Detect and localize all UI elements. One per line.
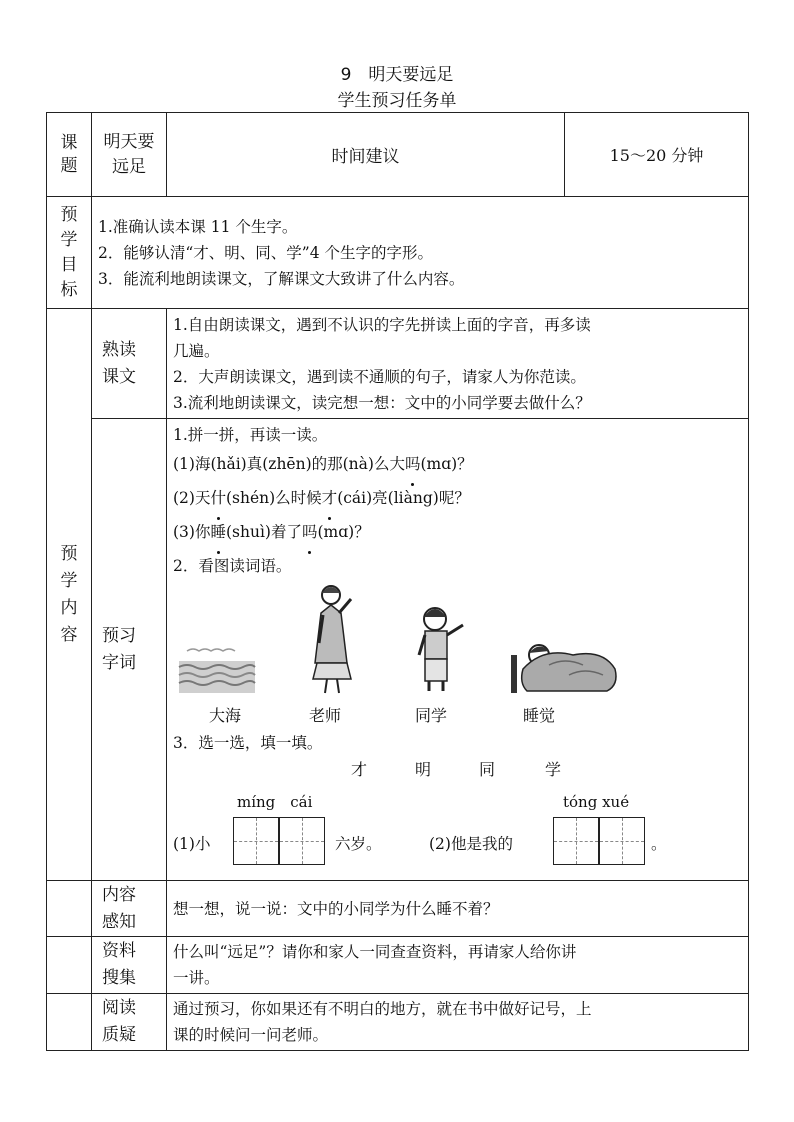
research-label-cell <box>92 937 167 994</box>
sea-picture <box>177 643 257 695</box>
pinyin-sentence-3: (3)你睡(shuì)着了吗(mɑ)？ <box>173 515 742 549</box>
task-2: 2．看图读词语。 <box>173 557 292 575</box>
research-label: 资料搜集 <box>102 941 136 988</box>
reading-line: 1.自由朗读课文，遇到不认识的字先拼读上面的字音，再多读 <box>173 315 591 334</box>
pinyin-sentence-2: (2)天什(shén)么时候才(cái)亮(liàng)呢？ <box>173 481 742 515</box>
content-label-cell <box>47 309 92 881</box>
reading-tasks <box>167 309 749 419</box>
empty-cell <box>47 937 92 994</box>
teacher-picture <box>303 583 363 695</box>
goals-row <box>47 197 749 309</box>
info-row <box>47 113 749 197</box>
writing-grid-box[interactable] <box>553 817 599 865</box>
goal-item: 1.准确认读本课 11 个生字。 <box>98 217 298 236</box>
reading-line: 3.流利地朗读课文，读完想一想：文中的小同学要去做什么？ <box>173 393 591 412</box>
perception-row <box>47 881 749 937</box>
words-tasks <box>167 419 749 881</box>
picture-label-classmate: 同学 <box>415 706 448 725</box>
writing-grid-box[interactable] <box>233 817 279 865</box>
dotted-char: 吗 <box>405 447 421 481</box>
fill-1-suffix: 六岁。 <box>335 835 382 853</box>
words-row <box>47 419 749 881</box>
fill-2-prefix: (2)他是我的 <box>429 835 513 853</box>
fill-1-prefix: (1)小 <box>173 835 211 853</box>
writing-grid-box[interactable] <box>279 817 325 865</box>
questions-label-cell <box>92 994 167 1051</box>
picture-row <box>173 583 742 703</box>
choice-char: 明 <box>415 760 432 779</box>
questions-label: 阅读质疑 <box>102 998 136 1045</box>
goal-item: 2．能够认清“才、明、同、学”4 个生字的字形。 <box>98 243 433 262</box>
picture-labels <box>173 703 742 729</box>
choice-characters <box>173 757 742 785</box>
topic-label: 课题 <box>60 132 78 176</box>
writing-grid-box[interactable] <box>599 817 645 865</box>
classmate-picture <box>413 605 471 695</box>
picture-label-sleep: 睡觉 <box>523 706 556 725</box>
preview-task-table <box>46 112 749 1051</box>
lesson-title: 9 明天要远足 <box>340 65 454 85</box>
worksheet-subtitle: 学生预习任务单 <box>337 91 457 111</box>
picture-label-sea: 大海 <box>209 706 242 725</box>
topic-value-cell <box>92 113 167 197</box>
dotted-char: 才 <box>322 481 338 515</box>
choice-char: 才 <box>351 760 368 779</box>
goals-list <box>92 197 749 309</box>
time-value: 15～20 分钟 <box>565 113 749 197</box>
questions-text: 通过预习，你如果还有不明白的地方，就在书中做好记号，上 课的时候问一问老师。 <box>167 994 749 1051</box>
pinyin-1: míng cái <box>237 793 313 811</box>
perception-label: 内容感知 <box>102 884 136 932</box>
picture-label-teacher: 老师 <box>309 706 342 725</box>
goal-item: 3．能流利地朗读课文，了解课文大致讲了什么内容。 <box>98 269 465 288</box>
research-text: 什么叫“远足”？请你和家人一同查查资料，再请家人给你讲 一讲。 <box>167 937 749 994</box>
words-label-cell <box>92 419 167 881</box>
questions-row <box>47 994 749 1051</box>
goals-label-cell <box>47 197 92 309</box>
empty-cell <box>47 881 92 937</box>
choice-char: 同 <box>479 760 496 779</box>
reading-line: 几遍。 <box>173 341 220 360</box>
dotted-char: 吗 <box>302 515 318 549</box>
choice-char: 学 <box>545 760 562 779</box>
content-label: 预学内容 <box>60 543 78 645</box>
reading-line: 2．大声朗读课文，遇到读不通顺的句子，请家人为你范读。 <box>173 367 586 386</box>
reading-label: 熟读课文 <box>102 339 136 387</box>
empty-cell <box>47 994 92 1051</box>
pinyin-row <box>173 785 742 815</box>
pinyin-sentence-1: (1)海(hǎi)真(zhēn)的那(nà)么大吗(mɑ)？ <box>173 447 742 481</box>
pinyin-2: tóng xué <box>563 793 630 811</box>
dotted-char: 睡 <box>210 515 226 549</box>
dotted-char: 什 <box>210 481 226 515</box>
task-3: 3．选一选，填一填。 <box>173 734 323 752</box>
fill-2-suffix: 。 <box>651 835 667 853</box>
topic-label-cell <box>47 113 92 197</box>
research-row <box>47 937 749 994</box>
goals-label: 预学目标 <box>60 204 78 300</box>
fill-blank-row <box>173 815 742 871</box>
perception-text: 想一想，说一说：文中的小同学为什么睡不着？ <box>167 881 749 937</box>
reading-label-cell <box>92 309 167 419</box>
words-label: 预习字词 <box>102 625 136 673</box>
perception-label-cell <box>92 881 167 937</box>
reading-row <box>47 309 749 419</box>
topic-value: 明天要远足 <box>103 131 155 177</box>
task-1: 1.拼一拼，再读一读。 <box>173 426 328 444</box>
time-label: 时间建议 <box>167 113 565 197</box>
sleeping-picture <box>509 635 621 695</box>
